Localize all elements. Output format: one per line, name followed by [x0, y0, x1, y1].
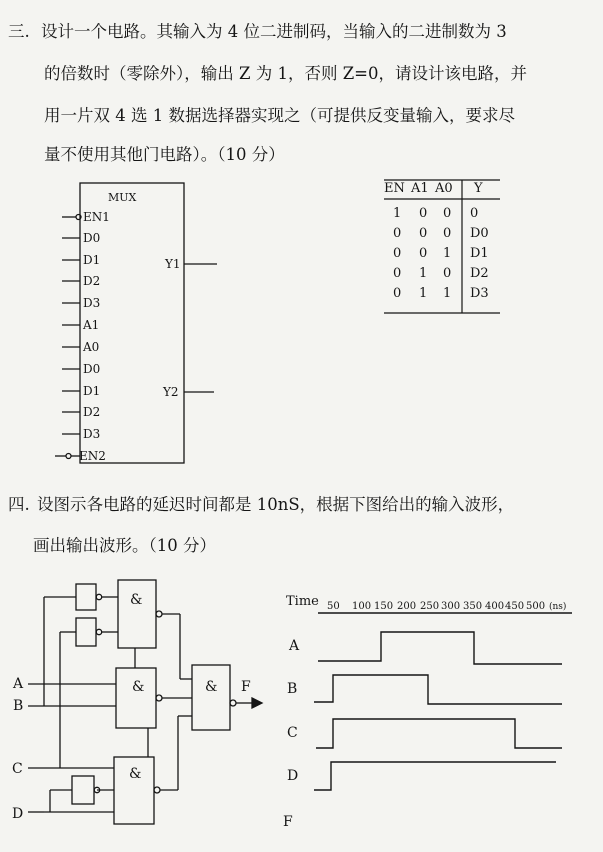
truth-table — [384, 181, 500, 304]
mux-pin-label: D0 — [83, 231, 101, 245]
q4-line-2: 画出输出波形。（10 分） — [33, 536, 216, 555]
q3-line-4: 量不使用其他门电路）。（10 分） — [44, 145, 285, 164]
table-row: 0 1 1 D3 — [393, 286, 489, 301]
mux-pin-label: EN2 — [79, 449, 106, 463]
mux-pin-label: D0 — [83, 362, 101, 376]
input-label-d: D — [12, 806, 24, 822]
q4-text-1: 设图示各电路的延迟时间都是 10nS，根据下图给出的输入波形， — [37, 495, 515, 514]
mux-pin-label: D3 — [83, 296, 101, 310]
time-label: Time — [286, 594, 319, 609]
table-row: 1 0 0 0 — [393, 206, 479, 221]
q3-line-2: 的倍数时（零除外），输出 Z 为 1，否则 Z=0，请设计该电路，并 — [44, 64, 527, 83]
table-header-a1: A1 — [411, 181, 429, 196]
mux-diagram — [55, 183, 217, 463]
signal-label-a: A — [289, 638, 300, 654]
table-row: 0 1 0 D2 — [393, 266, 489, 281]
mux-output-label: Y2 — [163, 385, 179, 399]
and-symbol: & — [130, 592, 143, 608]
mux-pin-label: D2 — [83, 274, 101, 288]
signal-label-d: D — [287, 768, 299, 784]
time-tick: 500 — [526, 601, 546, 612]
logic-circuit — [12, 580, 262, 824]
mux-title: MUX — [108, 191, 137, 204]
table-header-en: EN — [384, 181, 405, 196]
signal-label-c: C — [287, 725, 298, 741]
not-gate-1 — [76, 584, 96, 610]
nand-gate-output — [192, 665, 230, 730]
time-tick: 450 — [505, 601, 525, 612]
waveform-diagram — [283, 594, 572, 830]
time-tick: 200 — [397, 601, 417, 612]
table-row: 0 0 1 D1 — [393, 246, 489, 261]
nand-gate-2 — [116, 668, 156, 728]
mux-pin-label: D1 — [83, 253, 101, 267]
time-tick: 100 — [352, 601, 372, 612]
nand-gate-1 — [118, 580, 156, 648]
waveform-d — [314, 762, 556, 790]
mux-output-label: Y1 — [165, 257, 181, 271]
time-unit: (ns) — [549, 602, 567, 612]
time-tick: 150 — [374, 601, 394, 612]
truth-table-header — [384, 181, 500, 201]
q3-text-1: 设计一个电路。其输入为 4 位二进制码，当输入的二进制数为 3 — [41, 22, 507, 41]
not-gate-3 — [72, 776, 94, 804]
q4-number: 四. — [8, 495, 30, 514]
waveform-c — [316, 719, 562, 748]
signal-label-b: B — [287, 681, 298, 697]
q3-line-3: 用一片双 4 选 1 数据选择器实现之（可提供反变量输入，要求尽 — [44, 106, 515, 125]
table-header-a0: A0 — [435, 181, 453, 196]
waveform-a — [318, 632, 562, 664]
output-label-f: F — [241, 679, 251, 695]
mux-pin-label: EN1 — [83, 210, 110, 224]
time-tick: 350 — [463, 601, 483, 612]
signal-label-f: F — [283, 814, 293, 830]
mux-pin-label: D2 — [83, 405, 101, 419]
mux-pin-label: D3 — [83, 427, 101, 441]
time-tick: 50 — [327, 601, 340, 612]
and-symbol: & — [205, 679, 218, 695]
not-gate-2 — [76, 618, 96, 646]
table-row: 0 0 0 D0 — [393, 226, 489, 241]
and-symbol: & — [129, 766, 142, 782]
time-tick: 300 — [441, 601, 461, 612]
input-label-a: A — [13, 676, 24, 692]
table-header-y: Y — [474, 181, 483, 196]
mux-pin-label: A1 — [83, 318, 100, 332]
q3-number: 三. — [8, 22, 30, 41]
output-arrow — [252, 698, 262, 708]
waveform-b — [314, 675, 562, 704]
mux-pin-label: A0 — [83, 340, 100, 354]
and-symbol: & — [132, 679, 145, 695]
time-tick: 250 — [420, 601, 440, 612]
input-label-c: C — [12, 761, 23, 777]
en2-inversion-bubble — [66, 454, 71, 459]
q4-line-1 — [8, 495, 514, 515]
input-label-b: B — [13, 698, 24, 714]
time-tick: 400 — [485, 601, 505, 612]
mux-pin-label: D1 — [83, 384, 101, 398]
